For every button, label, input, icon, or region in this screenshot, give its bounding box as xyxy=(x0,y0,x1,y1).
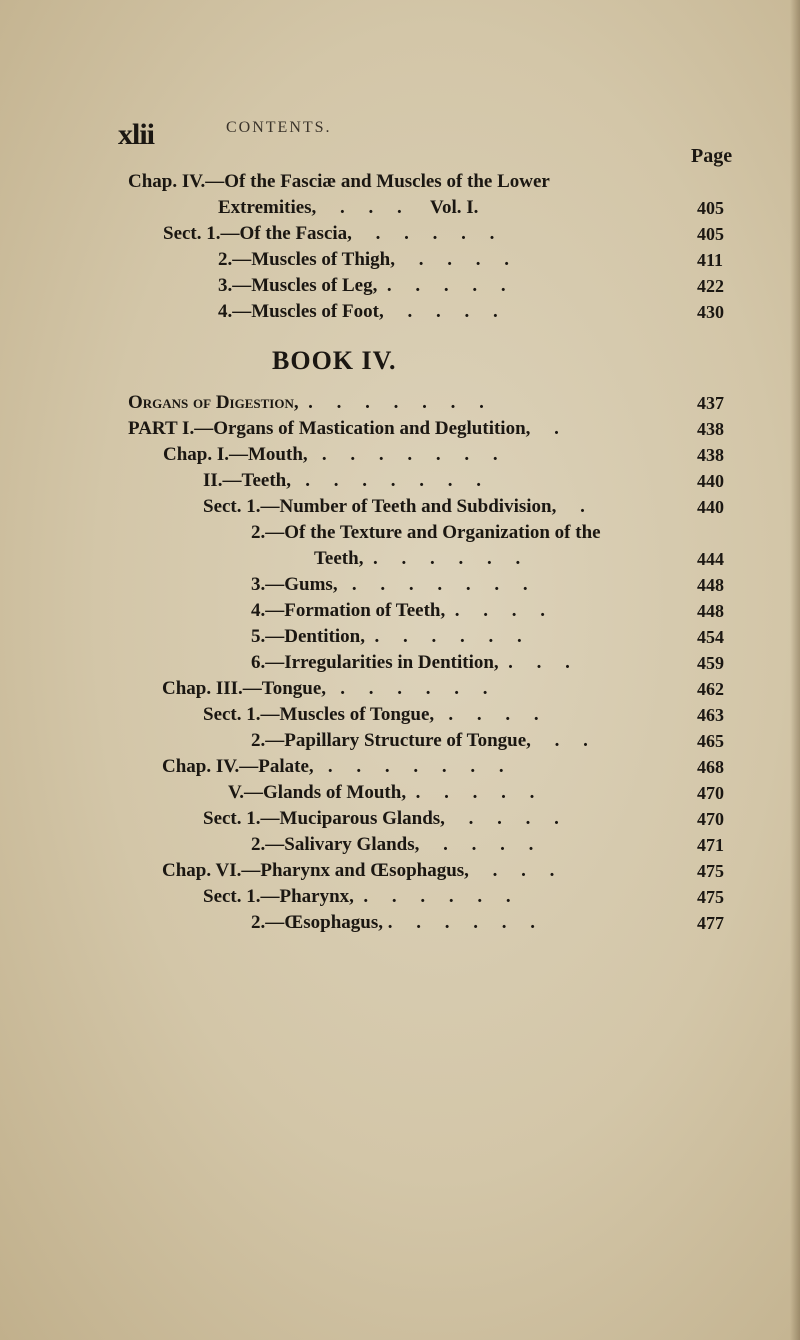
toc-entry-text: Sect. 1.—Pharynx, . . . . . . xyxy=(203,886,511,907)
toc-entry xyxy=(162,676,488,702)
toc-entry-text: Chap. IV.—Palate, . . . . . . . xyxy=(162,756,504,777)
toc-entry-text: 4.—Muscles of Foot, . . . . xyxy=(218,301,498,322)
toc-entry xyxy=(251,728,588,754)
toc-page-number: 475 xyxy=(697,887,724,907)
toc-page-number: 459 xyxy=(697,653,724,673)
toc-entry-text: 2.—Salivary Glands, . . . . xyxy=(251,834,534,855)
toc-entry xyxy=(203,884,511,910)
page-folio: xlii xyxy=(118,118,155,151)
toc-page-number: 475 xyxy=(697,861,724,881)
toc-entry xyxy=(203,702,539,728)
toc-entry xyxy=(162,858,554,884)
toc-entry xyxy=(203,468,481,494)
toc-entry-text: 2.—Of the Texture and Organization of the xyxy=(251,522,601,543)
toc-entry xyxy=(203,806,559,832)
toc-entry xyxy=(251,520,601,546)
toc-entry-text: Sect. 1.—Number of Teeth and Subdivision, . xyxy=(203,496,585,517)
toc-entry-text: Chap. III.—Tongue, . . . . . . xyxy=(162,678,488,699)
toc-entry xyxy=(218,299,498,325)
toc-entry xyxy=(203,494,585,520)
toc-entry xyxy=(128,169,550,195)
toc-page-number: 470 xyxy=(697,783,724,803)
toc-page-number: 463 xyxy=(697,705,724,725)
toc-entry-text: Teeth, . . . . . . xyxy=(314,548,521,569)
toc-entry-text: V.—Glands of Mouth, . . . . . xyxy=(228,782,535,803)
toc-entry-text: 6.—Irregularities in Dentition, . . . xyxy=(251,652,570,673)
toc-entry xyxy=(314,546,520,572)
toc-entry-text: 2.—Œsophagus, . . . . . . xyxy=(251,912,535,933)
toc-entry-text: 2.—Papillary Structure of Tongue, . . xyxy=(251,730,588,751)
toc-page-number: 444 xyxy=(697,549,724,569)
toc-entry xyxy=(163,442,498,468)
toc-page-number: 438 xyxy=(697,445,724,465)
toc-entry xyxy=(218,195,478,221)
running-title: CONTENTS. xyxy=(226,119,332,136)
toc-entry-text: 4.—Formation of Teeth, . . . . xyxy=(251,600,545,621)
toc-page-number: 465 xyxy=(697,731,724,751)
page-column-label: Page xyxy=(691,145,733,167)
toc-page-number: 440 xyxy=(697,497,724,517)
toc-page-number: 468 xyxy=(697,757,724,777)
toc-entry xyxy=(251,910,535,936)
toc-entry xyxy=(218,273,506,299)
toc-page-number: 477 xyxy=(697,913,724,933)
toc-entry-text: Sect. 1.—Muscles of Tongue, . . . . xyxy=(203,704,539,725)
toc-entry xyxy=(251,624,522,650)
toc-entry-text: 2.—Muscles of Thigh, . . . . xyxy=(218,249,510,270)
toc-entry-text: Chap. I.—Mouth, . . . . . . . xyxy=(163,444,498,465)
toc-entry-text: Chap. IV.—Of the Fasciæ and Muscles of the Lower xyxy=(128,171,550,192)
toc-entry xyxy=(228,780,534,806)
toc-page-number: 448 xyxy=(697,601,724,621)
toc-page-number: 471 xyxy=(697,835,724,855)
toc-entry xyxy=(218,247,509,273)
toc-page-number: 430 xyxy=(697,302,724,322)
toc-entry-text: Organs of Digestion, . . . . . . . xyxy=(128,392,484,413)
toc-page-number: 454 xyxy=(697,627,724,647)
toc-entry xyxy=(162,754,504,780)
toc-page-number: 405 xyxy=(697,224,724,244)
toc-entry-text: II.—Teeth, . . . . . . . xyxy=(203,470,481,491)
toc-page-number: 470 xyxy=(697,809,724,829)
toc-entry-text: Sect. 1.—Of the Fascia, . . . . . xyxy=(163,223,495,244)
toc-page-number: 438 xyxy=(697,419,724,439)
toc-entry xyxy=(251,572,528,598)
toc-entry-text: 3.—Gums, . . . . . . . xyxy=(251,574,528,595)
toc-page-number: 411 xyxy=(697,250,724,270)
toc-page-number: 405 xyxy=(697,198,724,218)
toc-entry-text: 5.—Dentition, . . . . . . xyxy=(251,626,522,647)
toc-entry-text: PART I.—Organs of Mastication and Deglutition, . xyxy=(128,418,559,439)
toc-page-number: 440 xyxy=(697,471,724,491)
book-heading: BOOK IV. xyxy=(272,346,397,375)
toc-entry xyxy=(128,416,559,442)
toc-entry-text: 3.—Muscles of Leg, . . . . . xyxy=(218,275,506,296)
toc-entry-text: Chap. VI.—Pharynx and Œsophagus, . . . xyxy=(162,860,555,881)
toc-entry xyxy=(128,390,484,416)
toc-page-number: 422 xyxy=(697,276,724,296)
toc-entry-text: Extremities, . . . Vol. I. xyxy=(218,197,479,218)
toc-entry-text: Sect. 1.—Muciparous Glands, . . . . xyxy=(203,808,559,829)
toc-entry xyxy=(251,832,533,858)
toc-page-number: 462 xyxy=(697,679,724,699)
toc-entry xyxy=(163,221,494,247)
toc-page-number: 448 xyxy=(697,575,724,595)
toc-page-number: 437 xyxy=(697,393,724,413)
toc-entry xyxy=(251,598,545,624)
toc-entry xyxy=(251,650,570,676)
